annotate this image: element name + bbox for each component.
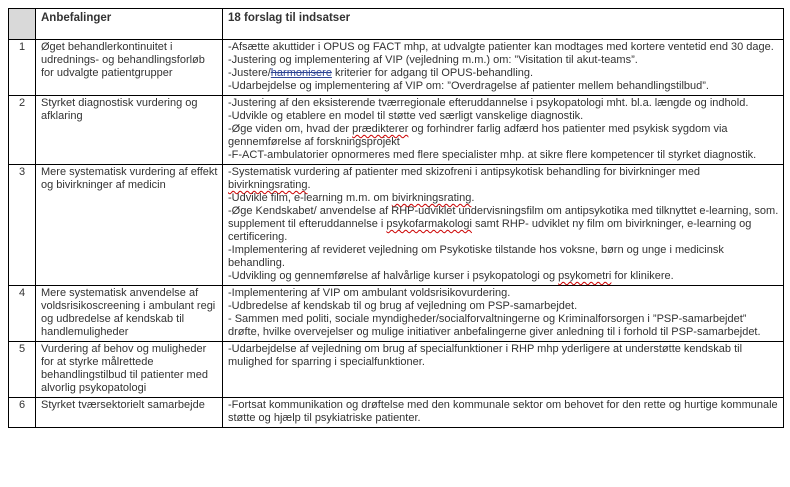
indsats-item (228, 205, 779, 244)
indsats-text: -Justering og implementering af VIP (vejledning m.m.) om: ”Visitation til akut-teams”. (228, 54, 638, 66)
table-row (9, 165, 784, 286)
indsats-item (228, 67, 779, 80)
indsats-text: - Sammen med politi, sociale myndigheder/socialforvaltningerne og Kriminalforsorgen i ”PSP-samarbejdet” drøfte, hvilke overvejelser og mulige initiativer anbefalingerne giver anledning til i forhold til PSP-samarbejdet. (228, 313, 761, 338)
anbefaling-cell: Mere systematisk anvendelse af voldsrisikoscreening i ambulant regi og udbredelse af kendskab til handlemuligheder (36, 286, 223, 342)
indsats-text: -Udarbejdelse og implementering af VIP om: ”Overdragelse af patienter mellem behandlingstilbud”. (228, 80, 709, 92)
indsats-item (228, 300, 779, 313)
document-table-container (8, 8, 784, 428)
indsats-text: samt RHP- udviklet ny film om bivirkninger, e-learning og certificering. (228, 218, 752, 243)
spellcheck-flagged-text: psykometri (558, 270, 612, 282)
indsats-text: -Fortsat kommunikation og drøftelse med den kommunale sektor om behovet for den rette og hurtige kommunale støtte og hjælp til psykiatriske patienter. (228, 399, 778, 424)
indsats-item (228, 166, 779, 192)
indsats-item (228, 399, 779, 425)
row-number-cell: 5 (9, 342, 36, 398)
indsats-text: -Øge viden om, hvad der (228, 123, 353, 135)
indsats-item (228, 313, 779, 339)
indsats-text: og forhindrer farlig adfærd hos patienter med psykisk sygdom via gennemførelse af forskningsprojekt (228, 123, 728, 148)
indsats-item (228, 41, 779, 54)
row-number-cell: 3 (9, 165, 36, 286)
table-body (9, 40, 784, 428)
anbefaling-cell: Vurdering af behov og muligheder for at styrke målrettede behandlingstilbud til patienter med alvorlig psykopatologi (36, 342, 223, 398)
indsats-text: -Systematisk vurdering af patienter med skizofreni i antipsykotisk behandling for bivirkninger med (228, 166, 700, 178)
indsats-text: -Afsætte akuttider i OPUS og FACT mhp, at udvalgte patienter kan modtages med kortere ventetid end 30 dage. (228, 41, 774, 53)
indsats-item (228, 244, 779, 270)
table-row (9, 286, 784, 342)
indsats-text: -Udvikle og etablere en model til støtte ved særligt vanskelige diagnostik. (228, 110, 584, 122)
indsats-text: -Udbredelse af kendskab til og brug af vejledning om PSP-samarbejdet. (228, 300, 578, 312)
indsats-text: -Udvikle film, e-learning m.m. om (228, 192, 392, 204)
header-indsatser-cell: 18 forslag til indsatser (223, 9, 784, 40)
indsats-item (228, 123, 779, 149)
indsats-text: . (307, 179, 311, 191)
indsats-text: -Udarbejdelse af vejledning om brug af specialfunktioner i RHP mhp yderligere at understøtte kendskab til mulighed for sparring i specialfunktioner. (228, 343, 743, 368)
recommendations-table (8, 8, 784, 428)
indsatser-cell (223, 165, 784, 286)
indsatser-cell (223, 40, 784, 96)
indsats-item (228, 97, 779, 110)
indsats-text: -Justere/ (228, 67, 271, 79)
row-number-cell: 2 (9, 96, 36, 165)
spellcheck-flagged-text: bivirkningsrating (228, 179, 308, 191)
indsats-item (228, 192, 779, 205)
tracked-deletion-text: harmonisere (270, 67, 332, 79)
indsatser-cell (223, 286, 784, 342)
indsatser-cell (223, 96, 784, 165)
indsats-item (228, 110, 779, 123)
indsats-item (228, 80, 779, 93)
indsats-text: -F-ACT-ambulatorier opnormeres med flere specialister mhp. at sikre flere kompetencer til styrket diagnostik. (228, 149, 757, 161)
header-number-cell (9, 9, 36, 40)
spellcheck-flagged-text: bivirkningsrating (391, 192, 472, 204)
indsats-item (228, 270, 779, 283)
indsats-item (228, 54, 779, 67)
table-row (9, 342, 784, 398)
anbefaling-cell: Styrket diagnostisk vurdering og afklaring (36, 96, 223, 165)
header-anbefalinger-cell: Anbefalinger (36, 9, 223, 40)
anbefaling-cell: Styrket tværsektorielt samarbejde (36, 398, 223, 428)
indsats-text: . (471, 192, 475, 204)
indsats-text: -Justering af den eksisterende tværregionale efteruddannelse i psykopatologi mht. bl.a. længde og indhold. (228, 97, 749, 109)
indsats-item (228, 343, 779, 369)
indsats-text: -Implementering af VIP om ambulant voldsrisikovurdering. (228, 287, 511, 299)
indsatser-cell (223, 342, 784, 398)
indsats-item (228, 287, 779, 300)
indsats-text: -Implementering af revideret vejledning om Psykotiske tilstande hos voksne, børn og unge i medicinsk behandling. (228, 244, 724, 269)
table-header-row (9, 9, 784, 40)
indsats-text: -Øge Kendskabet/ anvendelse af RHP-udviklet undervisningsfilm om antipsykotika med tilknyttet e-learning, som. supplement til efteruddannelse i (228, 205, 779, 230)
anbefaling-cell: Øget behandlerkontinuitet i udrednings- og behandlingsforløb for udvalgte patientgrupper (36, 40, 223, 96)
indsatser-cell (223, 398, 784, 428)
row-number-cell: 4 (9, 286, 36, 342)
table-row (9, 40, 784, 96)
spellcheck-flagged-text: psykofarmakologi (386, 218, 472, 230)
row-number-cell: 1 (9, 40, 36, 96)
indsats-text: kriterier for adgang til OPUS-behandling. (331, 67, 534, 79)
indsats-text: -Udvikling og gennemførelse af halvårlige kurser i psykopatologi og (228, 270, 559, 282)
row-number-cell: 6 (9, 398, 36, 428)
spellcheck-flagged-text: prædikterer (352, 123, 409, 135)
indsats-text: for klinikere. (611, 270, 674, 282)
anbefaling-cell: Mere systematisk vurdering af effekt og bivirkninger af medicin (36, 165, 223, 286)
table-row (9, 398, 784, 428)
table-row (9, 96, 784, 165)
indsats-item (228, 149, 779, 162)
